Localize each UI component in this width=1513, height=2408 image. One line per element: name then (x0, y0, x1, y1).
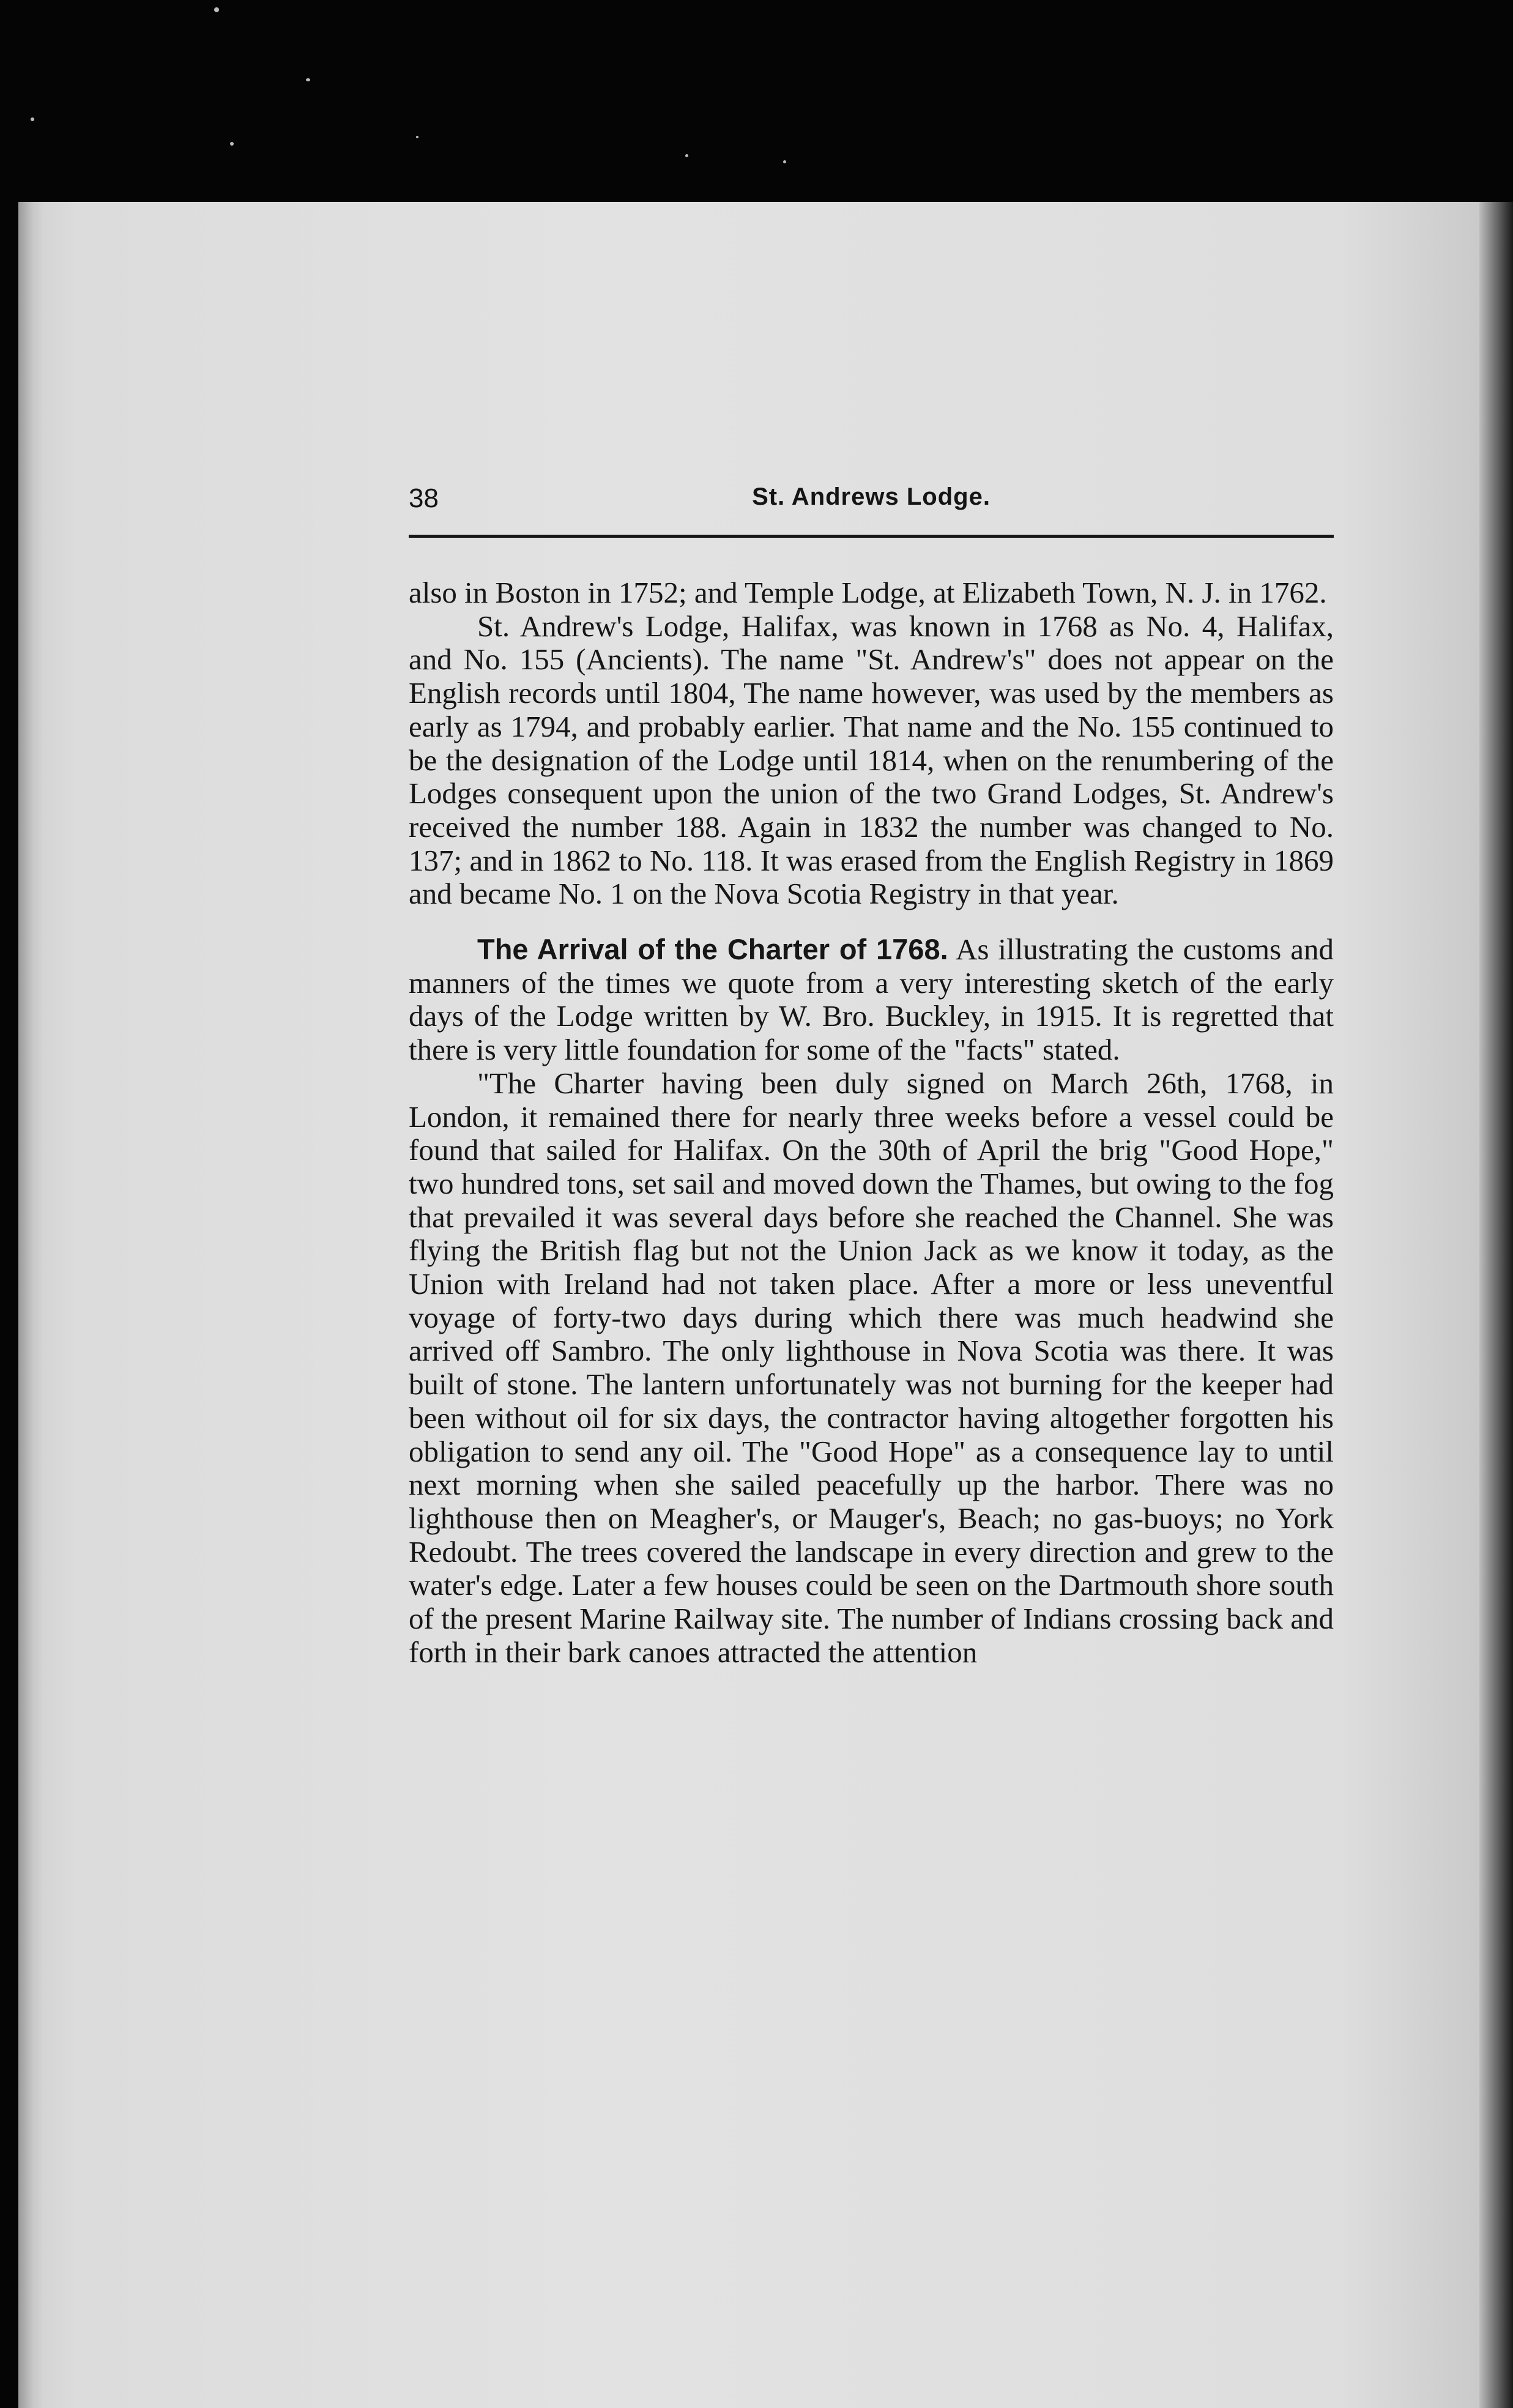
page-right-shadow (1479, 202, 1513, 2408)
film-speck (783, 160, 786, 163)
paragraph: also in Boston in 1752; and Temple Lodge, at Elizabeth Town, N. J. in 1762. (409, 576, 1327, 609)
film-speck (306, 78, 310, 81)
paragraph: "The Charter having been duly signed on March 26th, 1768, in London, it remained there for nearly three weeks before a vessel could be found that sailed for Halifax. On the 30th of April the brig "Good Hope," two hundred tons, set sail and moved down the Thames, but owing to the fog that prevailed it was several days before she reached the Channel. She was flying the British flag but not the Union Jack as we know it today, as the Union with Ireland had not taken place. After a more or less uneventful voyage of forty-two days during which there was much headwind she arrived off Sambro. The only lighthouse in Nova Scotia was there. It was built of stone. The lantern unfortunately was not burning for the keeper had been without oil for six days, the contractor having altogether forgotten his obligation to send any oil. The "Good Hope" as a consequence lay to until next morning when she sailed peacefully up the harbor. There was no lighthouse then on Meagher's, or Mauger's, Beach; no gas-buoys; no York Redoubt. The trees covered the landscape in every direction and grew to the water's edge. Later a few houses could be seen on the Dartmouth shore south of the present Marine Railway site. The number of Indians crossing back and forth in their bark canoes attracted the attention (409, 1066, 1334, 1669)
body-text (409, 576, 1334, 1670)
running-header (409, 483, 1334, 520)
section-paragraph (409, 933, 1334, 1067)
running-title: St. Andrews Lodge. (752, 483, 991, 510)
paragraph: St. Andrew's Lodge, Halifax, was known in 1768 as No. 4, Halifax, and No. 155 (Ancients). The name "St. Andrew's" does not appear on the English records until 1804, The name however, was used by the members as early as 1794, and probably earlier. That name and the No. 155 continued to be the designation of the Lodge until 1814, when on the renumbering of the Lodges consequent upon the union of the two Grand Lodges, St. Andrew's received the number 188. Again in 1832 the number was changed to No. 137; and in 1862 to No. 118. It was erased from the English Registry in 1869 and became No. 1 on the Nova Scotia Registry in that year. (409, 609, 1334, 911)
film-speck (416, 136, 418, 138)
film-speck (214, 7, 219, 12)
film-speck (31, 117, 34, 121)
header-rule (409, 535, 1334, 538)
page-binding-edge (18, 202, 43, 2408)
page-number: 38 (409, 483, 439, 513)
section-paragraph-text: As illustrating the customs and manners of the times we quote from a very interesting sketch of the early days of the Lodge written by W. Bro. Buckley, in 1915. It is regretted that there is very little foundation for some of the "facts" stated. (409, 932, 1334, 1067)
film-speck (230, 142, 234, 146)
film-speck (685, 154, 688, 157)
section-heading: The Arrival of the Charter of 1768. (477, 933, 948, 966)
